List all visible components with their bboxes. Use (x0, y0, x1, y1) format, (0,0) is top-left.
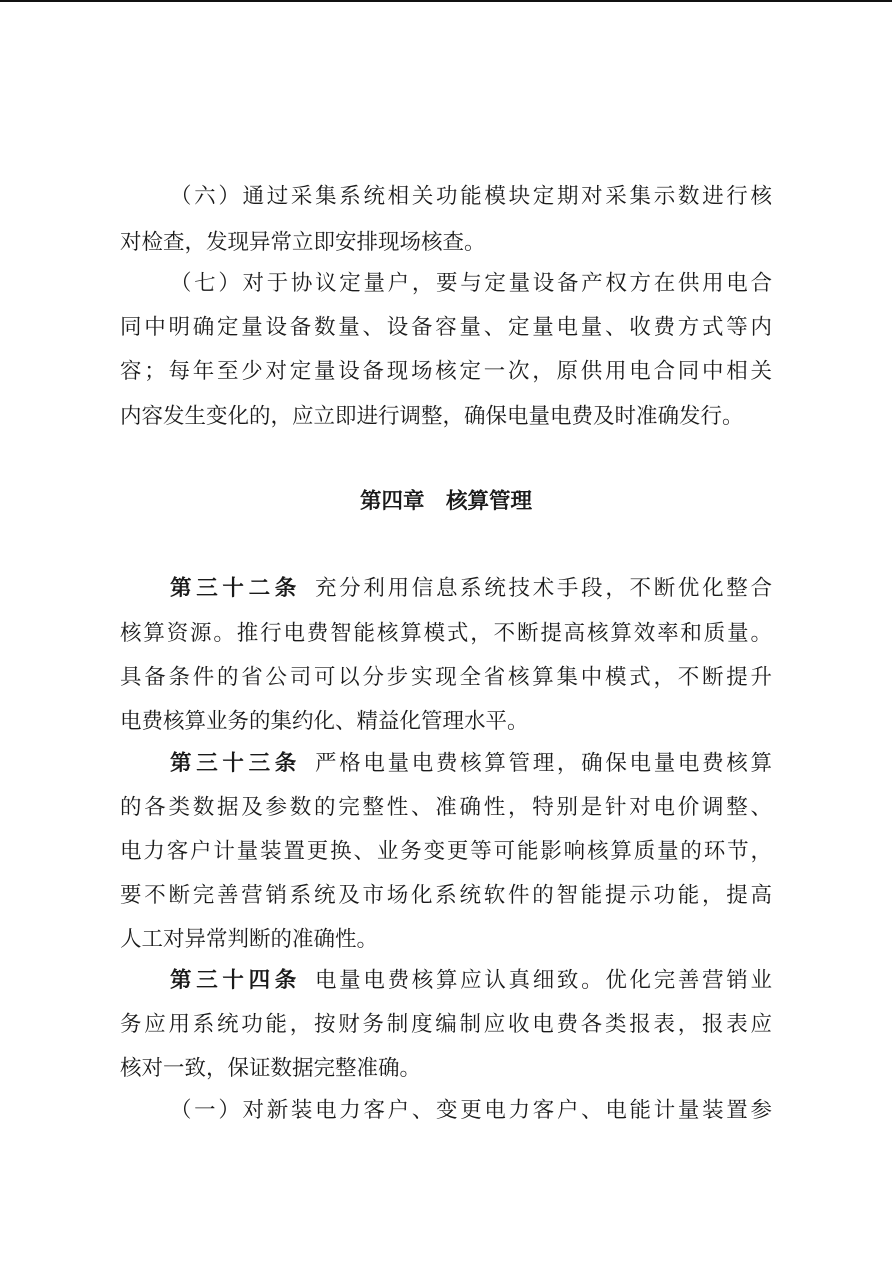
article-33-line-3: 电力客户计量装置更换、业务变更等可能影响核算质量的环节， (120, 839, 772, 864)
para-7-line-3: 容；每年至少对定量设备现场核定一次，原供用电合同中相关 (120, 359, 772, 384)
article-33-line-4: 要不断完善营销系统及市场化系统软件的智能提示功能，提高 (120, 883, 772, 908)
para-6-line-1: （六）通过采集系统相关功能模块定期对采集示数进行核 (170, 184, 772, 209)
article-33-line-2: 的各类数据及参数的完整性、准确性，特别是针对电价调整、 (120, 795, 772, 820)
article-32-line-4: 电费核算业务的集约化、精益化管理水平。 (120, 709, 529, 734)
article-34-label: 第三十四条 (170, 968, 301, 993)
article-32-line-3: 具备条件的省公司可以分步实现全省核算集中模式，不断提升 (120, 665, 772, 690)
article-34-line-1 (170, 970, 772, 992)
article-32-line-1-text: 充分利用信息系统技术手段，不断优化整合 (314, 576, 772, 601)
article-33-line-1-text: 严格电量电费核算管理，确保电量电费核算 (314, 751, 772, 776)
para-1-line-1: （一）对新装电力客户、变更电力客户、电能计量装置参 (170, 1098, 772, 1123)
article-32-line-1 (170, 578, 772, 600)
para-6-line-2: 对检查，发现异常立即安排现场核查。 (120, 230, 486, 255)
chapter-title: 第四章 核算管理 (359, 489, 532, 514)
article-34-line-3: 核对一致，保证数据完整准确。 (120, 1056, 422, 1081)
article-34-line-2: 务应用系统功能，按财务制度编制应收电费各类报表，报表应 (120, 1012, 772, 1037)
para-7-line-2: 同中明确定量设备数量、设备容量、定量电量、收费方式等内 (120, 315, 772, 340)
article-32-label: 第三十二条 (170, 576, 301, 601)
para-7-line-1: （七）对于协议定量户，要与定量设备产权方在供用电合 (170, 271, 772, 296)
article-33-line-5: 人工对异常判断的准确性。 (120, 927, 379, 952)
top-border (0, 0, 892, 2)
article-33-label: 第三十三条 (170, 751, 301, 776)
article-33-line-1 (170, 753, 772, 775)
para-7-line-4: 内容发生变化的，应立即进行调整，确保电量电费及时准确发行。 (120, 404, 744, 429)
article-34-line-1-text: 电量电费核算应认真细致。优化完善营销业 (314, 968, 772, 993)
article-32-line-2: 核算资源。推行电费智能核算模式，不断提高核算效率和质量。 (120, 621, 772, 646)
